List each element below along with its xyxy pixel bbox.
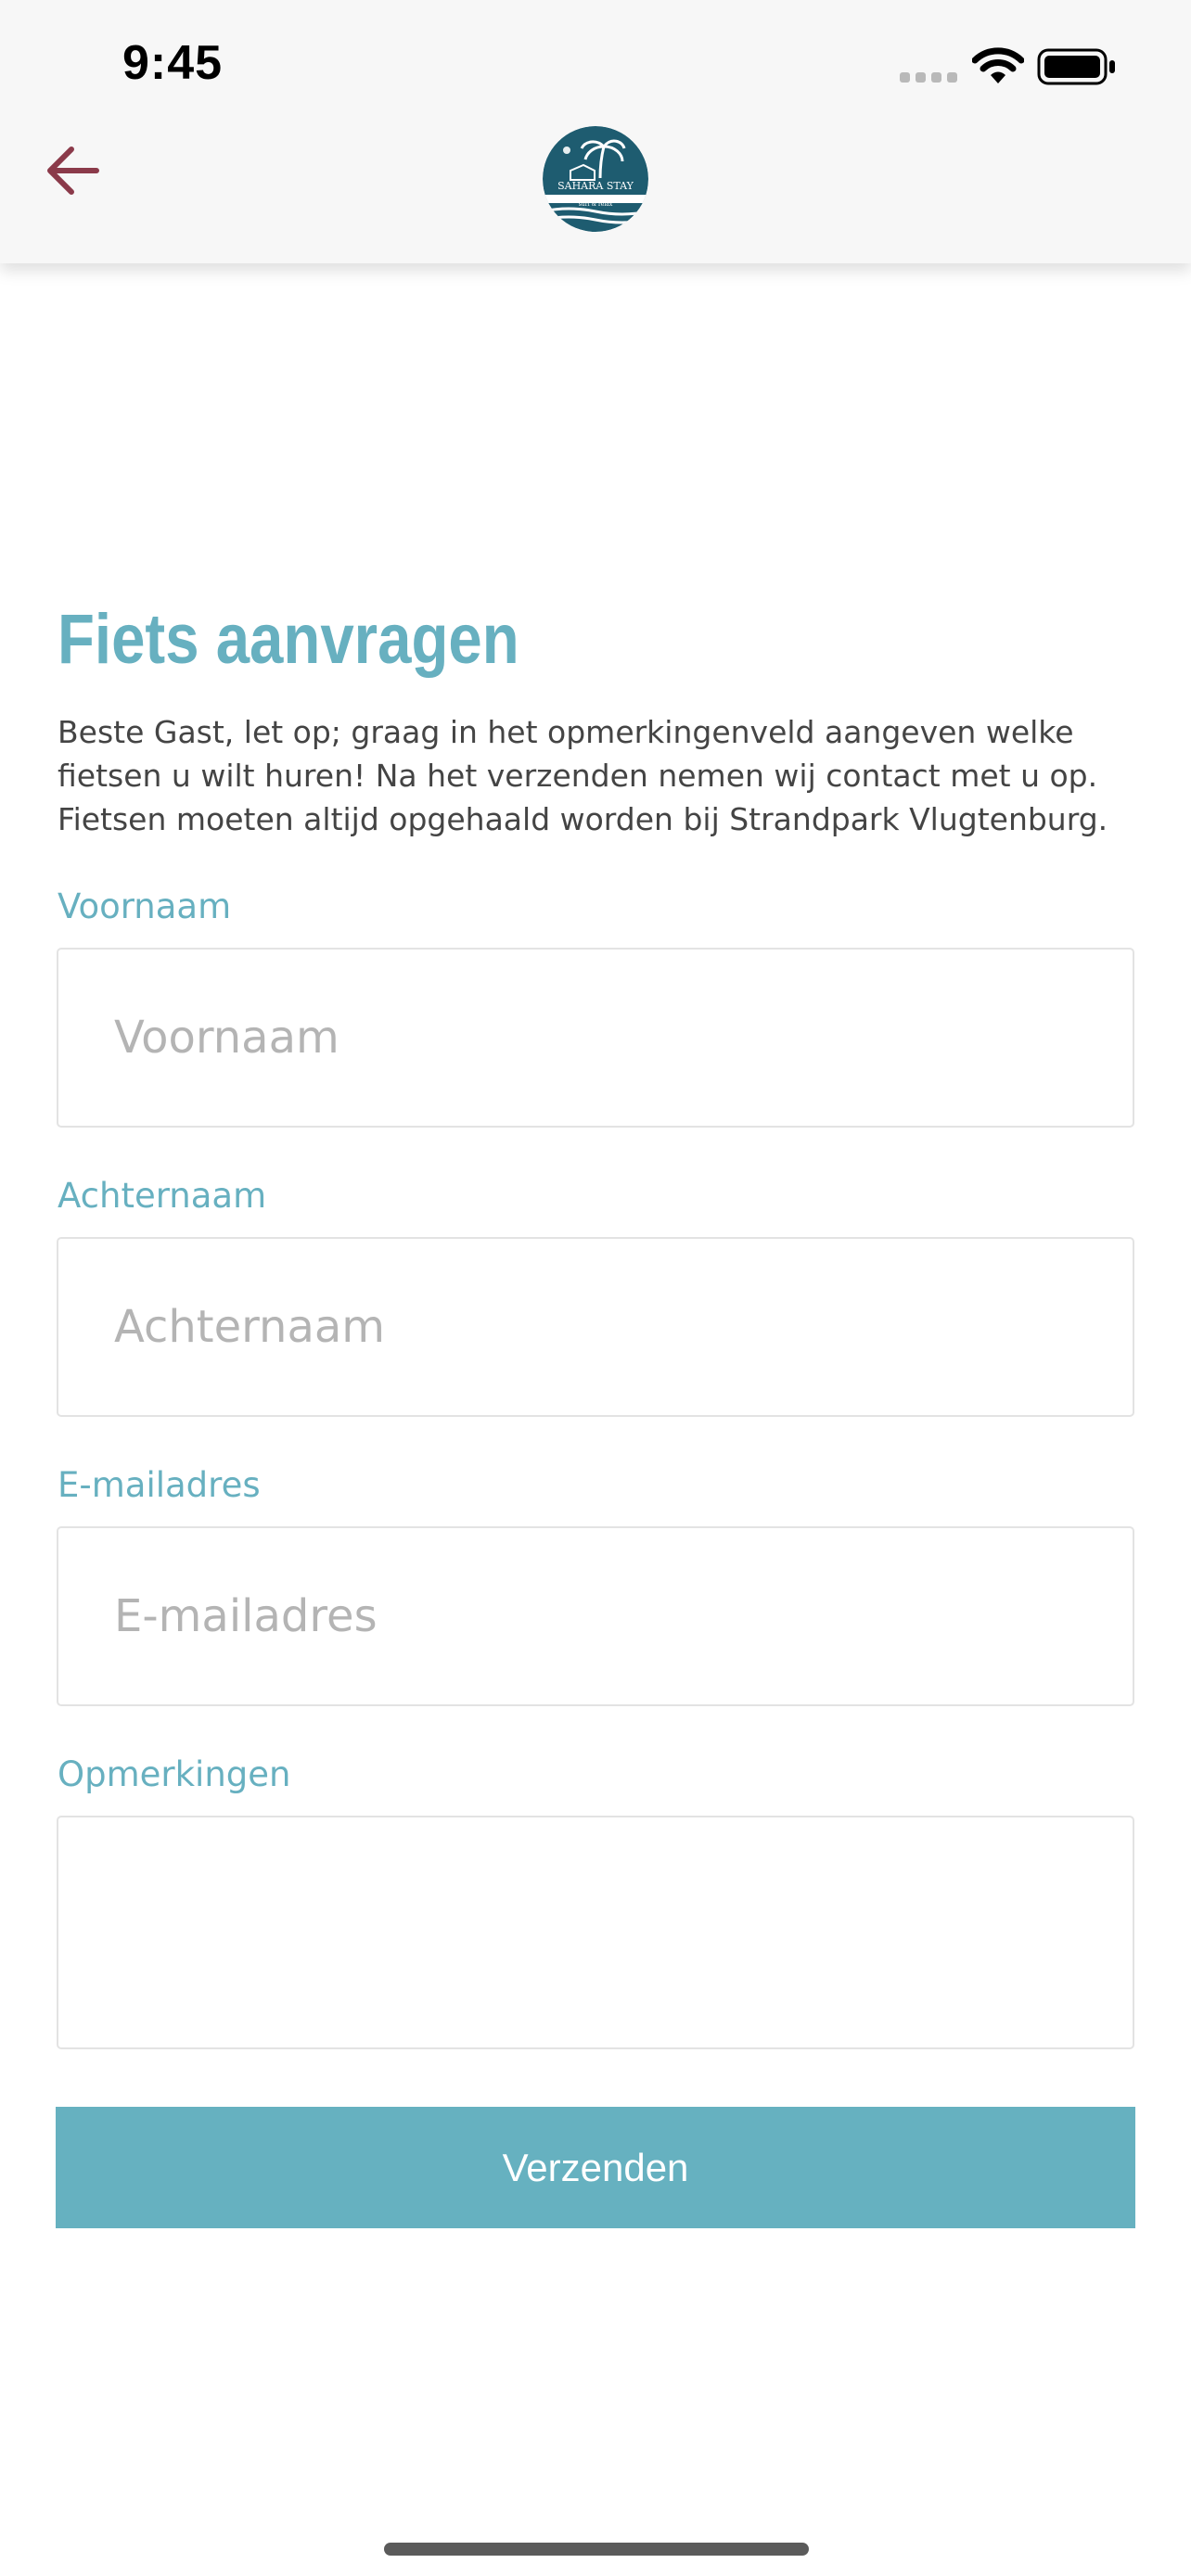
home-indicator[interactable] bbox=[384, 2543, 809, 2556]
remarks-textarea[interactable] bbox=[57, 1816, 1134, 2049]
battery-icon bbox=[1037, 48, 1117, 85]
palm-tree-icon bbox=[543, 126, 648, 232]
email-input[interactable] bbox=[57, 1526, 1134, 1706]
intro-text bbox=[58, 710, 1143, 841]
remarks-label: Opmerkingen bbox=[58, 1754, 291, 1794]
signal-icon bbox=[900, 72, 959, 83]
arrow-left-icon bbox=[45, 147, 99, 195]
brand-logo bbox=[543, 126, 648, 232]
email-label: E-mailadres bbox=[58, 1465, 261, 1505]
back-button[interactable] bbox=[41, 139, 104, 202]
first-name-input[interactable] bbox=[57, 948, 1134, 1128]
submit-button[interactable]: Verzenden bbox=[56, 2107, 1135, 2228]
wifi-icon bbox=[972, 46, 1024, 85]
last-name-label: Achternaam bbox=[58, 1176, 267, 1216]
intro-line: Beste Gast, let op; graag in het opmerkingenveld aangeven welke bbox=[58, 714, 1074, 750]
logo-brand-text: SAHARA STAY bbox=[557, 180, 634, 192]
intro-line: Fietsen moeten altijd opgehaald worden bij Strandpark Vlugtenburg. bbox=[58, 801, 1108, 837]
status-time: 9:45 bbox=[122, 36, 224, 90]
page-title: Fiets aanvragen bbox=[58, 600, 519, 679]
app-header bbox=[0, 0, 1191, 263]
first-name-label: Voornaam bbox=[58, 886, 232, 926]
last-name-input[interactable] bbox=[57, 1237, 1134, 1417]
logo-tagline: surf & relax bbox=[578, 201, 613, 208]
intro-line: fietsen u wilt huren! Na het verzenden nemen wij contact met u op. bbox=[58, 758, 1098, 794]
